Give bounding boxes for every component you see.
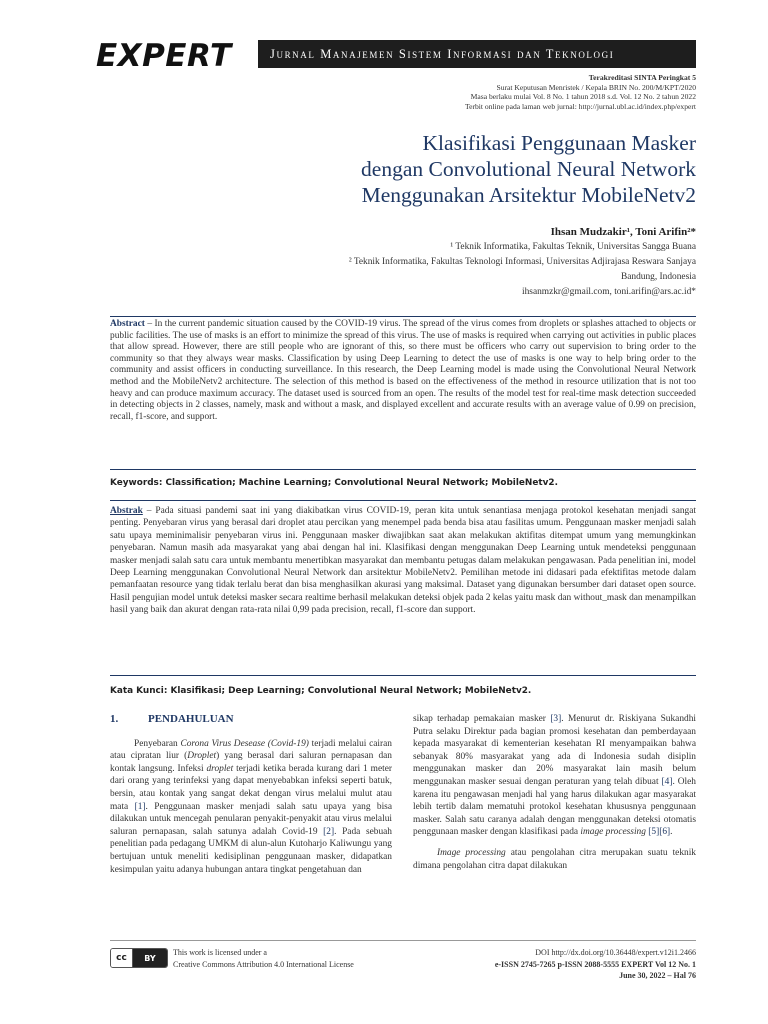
- keywords: Keywords: Classification; Machine Learning; Convolutional Neural Network; MobileNetv2.: [110, 478, 558, 488]
- abstrak-label: Abstrak: [110, 506, 143, 516]
- affiliation-line: ¹ Teknik Informatika, Fakultas Teknik, Universitas Sangga Buana: [450, 242, 696, 252]
- affiliations: [136, 240, 696, 300]
- citation-link[interactable]: [1]: [134, 801, 146, 812]
- citation-link[interactable]: [2]: [323, 826, 335, 837]
- by-icon: BY: [133, 949, 167, 967]
- body-column-left: [110, 713, 392, 876]
- cc-icon: cc: [111, 949, 133, 967]
- issue-date: June 30, 2022 – Hal 76: [619, 971, 696, 980]
- section-title: PENDAHULUAN: [148, 713, 234, 725]
- kata-kunci: Kata Kunci: Klasifikasi; Deep Learning; Convolutional Neural Network; MobileNetv2.: [110, 686, 532, 696]
- license-text: This work is licensed under a Creative Commons Attribution 4.0 International License: [173, 948, 354, 969]
- accreditation-line: Terakreditasi SINTA Peringkat 5: [588, 73, 696, 82]
- accreditation-info: [465, 73, 696, 111]
- accreditation-line: Surat Keputusan Menristek / Kepala BRIN No. 200/M/KPT/2020: [496, 82, 696, 92]
- journal-title-bar: Jurnal Manajemen Sistem Informasi dan Teknologi: [258, 40, 696, 68]
- section-heading: [110, 713, 392, 726]
- abstract: [110, 316, 696, 470]
- authors: Ihsan Mudzakir¹, Toni Arifin²*: [550, 226, 696, 238]
- accreditation-line: Masa berlaku mulai Vol. 8 No. 1 tahun 2018 s.d. Vol. 12 No. 2 tahun 2022: [470, 92, 696, 102]
- citation-link[interactable]: [4]: [661, 776, 673, 787]
- paragraph: sikap terhadap pemakaian masker [3]. Menurut dr. Riskiyana Sukandhi Putra selaku Direktur pada bagian promosi kesehatan dan pemberdayaan kepada masyarakat di kementerian kesehatan RI menyampaikan bahwa sebanyak 80% masyarakat yang ada di Indonesia sudah disiplin menggunakan masker dan 20% masyarakat lain masih belum menggunakan masker sesuai dengan peraturan yang telah dibuat [4]. Oleh karena itu pengawasan menjadi hal yang harus dilakukan agar masyarakat lebih tertib dalam mematuhi protokol kesehatan khususnya penggunaan masker. Salah satu caranya adalah dengan menggunakan deteksi otomatis penggunaan masker dengan klasifikasi pada image processing [5][6].: [413, 714, 696, 838]
- body-column-right: [413, 713, 696, 872]
- issn-line: e-ISSN 2745-7265 p-ISSN 2088-5555 EXPERT Vol 12 No. 1: [494, 959, 696, 969]
- creative-commons-badge[interactable]: [110, 948, 168, 968]
- author-emails: ihsanmzkr@gmail.com, toni.arifin@ars.ac.id*: [522, 287, 696, 297]
- doi-info: [495, 947, 696, 982]
- citation-link[interactable]: [5][6]: [648, 827, 671, 838]
- title-line: Menggunakan Arsitektur MobileNetv2: [361, 183, 696, 207]
- paragraph: Image processing atau pengolahan citra merupakan suatu teknik dimana pengolahan citra dapat dilakukan: [413, 847, 696, 871]
- journal-logo: EXPERT: [96, 38, 232, 74]
- article-title: [176, 130, 696, 208]
- citation-link[interactable]: [3]: [550, 714, 562, 724]
- title-line: dengan Convolutional Neural Network: [361, 157, 696, 181]
- license-link[interactable]: Creative Commons Attribution 4.0 International License: [173, 959, 354, 969]
- paragraph: Penyebaran Corona Virus Desease (Covid-19) terjadi melalui cairan atau cipratan liur (Droplet) yang berasal dari saluran pernapasan dan kontak langsung. Infeksi droplet terjadi ketika berada kurang dari 1 meter dari orang yang terinfeksi yang dapat menyebabkan infeksi seperti batuk, bersin, atau kontak yang sangat dekat dengan virus melalui mulut atau mata [1]. Penggunaan masker menjadi salah satu upaya yang bisa dilakukan untuk mencegah penularan penyakit-penyakit atau virus melalui saluran pernapasan, salah satunya adalah Covid-19 [2]. Pada sebuah penelitian pada pedagang UMKM di alun-alun Kutoharjo Kaliwungu yang bertujuan untuk meneliti kedisiplinan penggunaan masker, didapatkan kesimpulan yaitu adanya hubungan antara tingkat pengetahuan dan: [110, 738, 392, 875]
- affiliation-line: ² Teknik Informatika, Fakultas Teknologi Informasi, Universitas Adjirajasa Reswara Sanjaya: [348, 257, 696, 267]
- abstrak-text: – Pada situasi pandemi saat ini yang diakibatkan virus COVID-19, peran kita untuk senantiasa menjaga protokol kesehatan menjadi sangat penting. Penyebaran virus yang berasal dari droplet atau percikan yang menempel pada benda bisa atau fasilitas umum. Penggunaan masker menjadi salah satu upaya meminimalisir penyebaran virus ini. Penggunaan masker diwajibkan saat akan melakukan aktifitas ditempat umum yang memungkinkan penyebaran. Namun masih ada masyarakat yang abai dengan hal ini. Klasifikasi dengan menggunakan Deep Learning untuk mendeteksi penggunaan masker menjadi salah satu cara untuk membantu menertibkan masyarakat dan membantu petugas dalam melakukan pengawasan. Pada penelitian ini, model Deep Learning menggunakan Convolutional Neural Network dan arsitektur MobileNetv2. Pemilihan metode ini didasari pada efektifitas metode dalam pemanfaatan resource yang tidak terlalu berat dan bisa menghasilkan akurasi yang maksimal. Dataset yang digunakan bersumber dari dataset open source. Hasil pengujian model untuk deteksi masker secara realtime berhasil melakukan deteksi objek pada 2 kelas yaitu mask dan without_mask dan menampilkan hasil yang baik dan akurat dengan rata-rata nilai 0,99 pada precision, recall, f1-score dan support.: [110, 506, 696, 616]
- abstrak: [110, 500, 696, 676]
- title-line: Klasifikasi Penggunaan Masker: [422, 131, 696, 155]
- abstract-text: – In the current pandemic situation caused by the COVID-19 virus. The spread of the virus comes from droplets or splashes attached to objects or public facilities. The use of masks is an effort to minimize the spread of this virus. The use of masks is required when carrying out activities in public places that allow spread. However, there are still people who are ignorant of this, so there must be officers who carry out supervision to bring order to the community so that they always wear masks. Classification by using Deep Learning to detect the use of masks is one way to help bring order to the community and assist officers in conducting surveillance. In this research, the Deep Learning model is made using the Convolutional Neural Network method and the MobileNetv2 architecture. The selection of this method is based on the effectiveness of the method in resource utilization that is not too heavy and can produce maximum accuracy. The dataset used is sourced from an open. The results of the model test for real-time mask detection succeeded in detecting objects in 2 classes, namely, mask and without a mask, and displayed excellent and accurate results with an average value of 0.99 on precision, recall, f1-score, and support.: [110, 319, 696, 422]
- section-number: 1.: [110, 713, 119, 725]
- abstract-label: Abstract: [110, 319, 145, 329]
- affiliation-line: Bandung, Indonesia: [621, 272, 696, 282]
- doi-link[interactable]: DOI http://dx.doi.org/10.36448/expert.v12i1.2466: [535, 948, 696, 957]
- footer-divider: [110, 940, 696, 941]
- accreditation-line: Terbit online pada laman web jurnal: http://jurnal.ubl.ac.id/index.php/expert: [464, 101, 696, 111]
